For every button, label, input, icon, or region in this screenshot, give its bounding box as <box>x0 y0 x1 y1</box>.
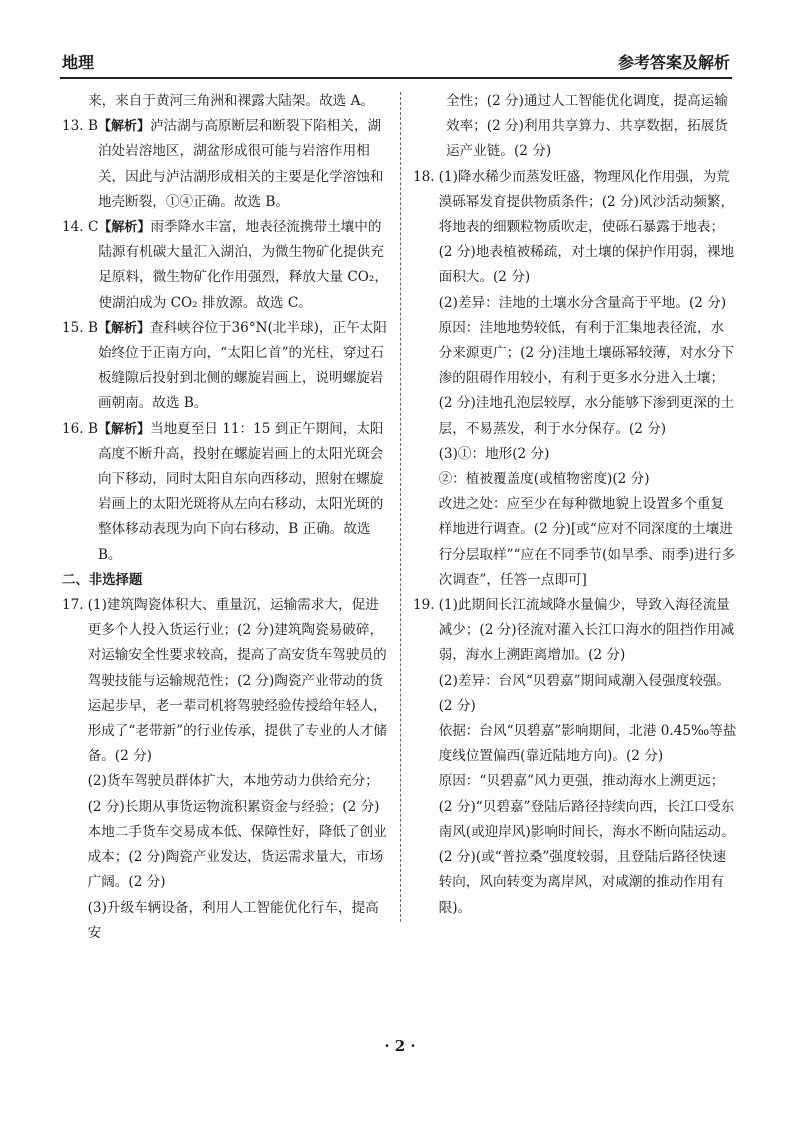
analysis-tag: 【解析】 <box>97 320 150 336</box>
question-17-number: 17. <box>62 597 84 614</box>
q12-tail: 来，来自于黄河三角洲和裸露大陆架。故选 A。 <box>88 93 375 109</box>
question-18-part-6: 改进之处：应至少在每种微地貌上设置多个重复样地进行调查。(2 分)[或“应对不同深度的土壤进行分层取样”“应在不同季节(如旱季、雨季)进行多次调查”，任答一点即可] <box>438 496 736 588</box>
page-number: · 2 · <box>384 1037 416 1055</box>
question-18-part-1: (1)降水稀少而蒸发旺盛，物理风化作用强，为荒漠砾幂发育提供物质条件；(2 分)风沙活动频繁，将地表的细颗粒物质吹走，使砾石暴露于地表；(2 分)地表植被稀疏，对土壤的保护作用弱，裸地面积大。(2 分) <box>438 168 735 286</box>
question-14-number: 14. C <box>62 219 99 236</box>
question-17-part-1: (1)建筑陶瓷体积大、重量沉，运输需求大，促进更多个人投入货运行业；(2 分)建筑陶瓷易破碎，对运输安全性要求较高，提高了高安货车驾驶员的驾驶技能与运输规范性；(2 分)陶瓷产业带动的货运起步早，老一辈司机将驾驶经验传授给年轻人，形成了“老带新”的行业传承，提供了专业的人才储备。(2 分) <box>87 597 387 765</box>
analysis-tag: 【解析】 <box>97 421 150 437</box>
question-16 <box>62 417 388 568</box>
question-18-part-2: (2)差异：洼地的土壤水分含量高于平地。(2 分) <box>438 294 727 311</box>
question-15-text: 查科峡谷位于36°N(北半球)，正午太阳始终位于正南方向，“太阳匕首”的光柱，穿过石板缝隙后投射到北侧的螺旋岩画上，说明螺旋岩画朝南。故选 B。 <box>97 319 387 412</box>
question-17-part-2: (2)货车驾驶员群体扩大，本地劳动力供给充分；(2 分)长期从事货运物流积累资金与经验；(2 分)本地二手货车交易成本低、保障性好，降低了创业成本；(2 分)陶瓷产业发达，货运需求量大，市场广阔。(2 分) <box>87 773 387 891</box>
question-14 <box>62 215 388 316</box>
section-title: 二、非选择题 <box>62 572 143 588</box>
question-13-number: 13. B <box>62 118 98 135</box>
question-19-part-3: 依据：台风“贝碧嘉”影响期间，北港 0.45‰等盐度线位置偏西(靠近陆地方向)。(2 分) <box>438 723 737 765</box>
question-19-part-4: 原因：“贝碧嘉”风力更强，推动海水上溯更远；(2 分)“贝碧嘉”登陆后路径持续向西，长江口受东南风(或迎岸风)影响时间长，海水不断向陆运动。(2 分)(或“普拉桑”强度较弱，且登陆后路径快速转向，风向转变为离岸风，对咸潮的推动作用有限)。 <box>438 773 735 916</box>
column-divider <box>400 92 401 922</box>
question-19-part-2: (2)差异：台风“贝碧嘉”期间咸潮入侵强度较强。(2 分) <box>438 672 731 714</box>
question-16-text: 当地夏至日 11：15 到正午期间，太阳高度不断升高，投射在螺旋岩画上的太阳光斑会向下移动，同时太阳自东向西移动，照射在螺旋岩画上的太阳光斑将从左向右移动，太阳光斑的整体移动表现为向下向右移动，B 正确。故选 B。 <box>97 420 384 563</box>
question-19 <box>413 593 737 921</box>
right-column <box>413 89 737 921</box>
question-18-number: 18. <box>413 168 435 185</box>
question-17-part-3: (3)升级车辆设备，利用人工智能优化行车，提高安 <box>87 899 379 941</box>
question-15 <box>62 316 388 417</box>
question-17 <box>62 593 388 946</box>
question-18-part-3: 原因：洼地地势较低，有利于汇集地表径流，水分来源更广；(2 分)洼地土壤砾幂较薄，对水分下渗的阻碍作用较小，有利于更多水分进入土壤；(2 分)洼地孔泡层较厚，水分能够下渗到更深的土层，不易蒸发，利于水分保存。(2 分) <box>438 319 735 437</box>
analysis-tag: 【解析】 <box>97 119 150 135</box>
question-18-part-5: ②：植被覆盖度(或植物密度)(2 分) <box>438 471 650 488</box>
question-18-part-4: (3)①：地形(2 分) <box>438 445 550 462</box>
question-16-number: 16. B <box>62 420 98 437</box>
analysis-tag: 【解析】 <box>98 220 151 236</box>
question-18 <box>413 165 737 593</box>
header-subject: 地理 <box>62 53 95 72</box>
header-rule <box>60 77 732 79</box>
header-section: 参考答案及解析 <box>617 53 730 72</box>
question-19-part-1: (1)此期间长江流域降水量偏少，导致入海径流量减少；(2 分)径流对灌入长江口海水的阻挡作用减弱，海水上溯距离增加。(2 分) <box>438 597 735 664</box>
question-14-text: 雨季降水丰富，地表径流携带土壤中的陆源有机碳大量汇入湖泊，为微生物矿化提供充足原料，微生物矿化作用强烈，释放大量 CO₂，使湖泊成为 CO₂ 排放源。故选 C。 <box>98 219 388 311</box>
q17-tail: 全性；(2 分)通过人工智能优化调度，提高运输效率；(2 分)利用共享算力、共享数据，拓展货运产业链。(2 分) <box>446 93 728 160</box>
question-13-text: 泸沽湖与高原断层和断裂下陷相关，湖泊处岩溶地区，湖盆形成很可能与岩溶作用相关，因此与泸沽湖形成相关的主要是化学溶蚀和地壳断裂，①④正确。故选 B。 <box>97 118 384 210</box>
question-15-number: 15. B <box>62 319 98 336</box>
question-13 <box>62 114 388 215</box>
question-19-number: 19. <box>413 597 435 614</box>
left-column <box>62 89 388 946</box>
